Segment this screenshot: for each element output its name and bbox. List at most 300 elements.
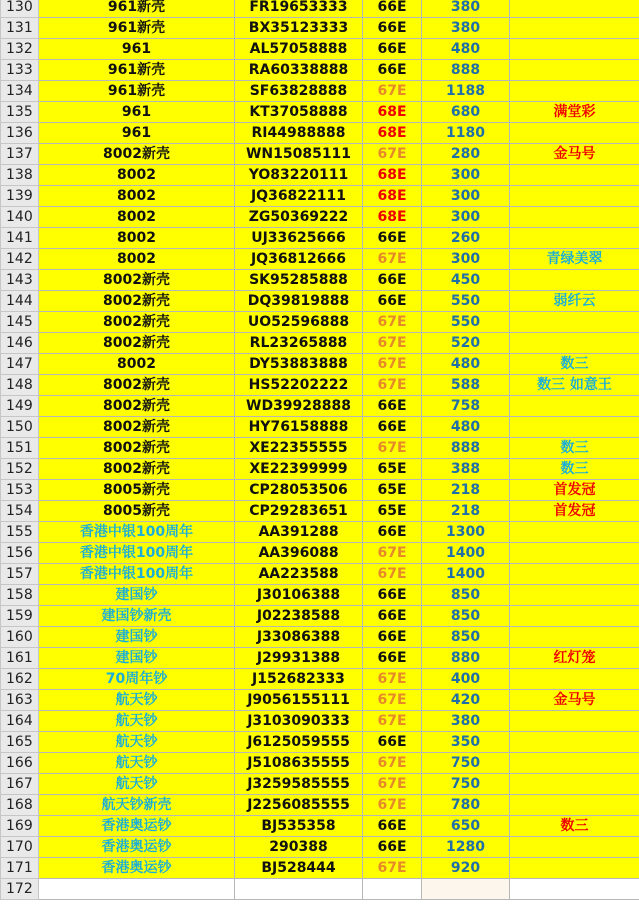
- row-header[interactable]: 141: [1, 228, 39, 249]
- cell-price[interactable]: 380: [422, 0, 510, 18]
- cell-name[interactable]: 8002: [39, 186, 235, 207]
- row-header[interactable]: 145: [1, 312, 39, 333]
- cell-note[interactable]: [510, 795, 639, 816]
- row-header[interactable]: 144: [1, 291, 39, 312]
- cell-grade[interactable]: 67E: [363, 81, 422, 102]
- cell-grade[interactable]: 66E: [363, 39, 422, 60]
- cell-empty[interactable]: [363, 879, 422, 900]
- cell-price[interactable]: 888: [422, 438, 510, 459]
- cell-name[interactable]: 8002新壳: [39, 144, 235, 165]
- cell-grade[interactable]: 67E: [363, 249, 422, 270]
- cell-price[interactable]: 218: [422, 501, 510, 522]
- cell-grade[interactable]: 65E: [363, 459, 422, 480]
- cell-price[interactable]: 850: [422, 585, 510, 606]
- cell-price[interactable]: 260: [422, 228, 510, 249]
- cell-grade[interactable]: 68E: [363, 165, 422, 186]
- cell-name[interactable]: 8002: [39, 228, 235, 249]
- table-row: [1, 144, 639, 165]
- cell-name[interactable]: 香港中银100周年: [39, 543, 235, 564]
- cell-serial[interactable]: J33086388: [235, 627, 363, 648]
- cell-grade[interactable]: 66E: [363, 606, 422, 627]
- cell-note[interactable]: [510, 522, 639, 543]
- cell-price[interactable]: 218: [422, 480, 510, 501]
- cell-serial[interactable]: J3103090333: [235, 711, 363, 732]
- table-row: [1, 291, 639, 312]
- row-header[interactable]: 135: [1, 102, 39, 123]
- cell-grade[interactable]: 67E: [363, 774, 422, 795]
- table-row: [1, 81, 639, 102]
- cell-price[interactable]: 420: [422, 690, 510, 711]
- table-row: [1, 606, 639, 627]
- row-header[interactable]: 148: [1, 375, 39, 396]
- cell-note[interactable]: 金马号: [510, 690, 639, 711]
- cell-price[interactable]: 780: [422, 795, 510, 816]
- cell-grade[interactable]: 66E: [363, 837, 422, 858]
- cell-name[interactable]: 航天钞: [39, 732, 235, 753]
- cell-note[interactable]: [510, 627, 639, 648]
- table-row: [1, 690, 639, 711]
- cell-grade[interactable]: 67E: [363, 312, 422, 333]
- cell-note[interactable]: [510, 39, 639, 60]
- table-row: [1, 333, 639, 354]
- cell-grade[interactable]: 67E: [363, 753, 422, 774]
- cell-price[interactable]: 750: [422, 774, 510, 795]
- cell-note[interactable]: [510, 0, 639, 18]
- cell-serial[interactable]: JQ36822111: [235, 186, 363, 207]
- cell-name[interactable]: 建国钞新壳: [39, 606, 235, 627]
- row-header[interactable]: 149: [1, 396, 39, 417]
- row-header[interactable]: 142: [1, 249, 39, 270]
- row-header[interactable]: 161: [1, 648, 39, 669]
- cell-price[interactable]: 380: [422, 18, 510, 39]
- cell-price[interactable]: 550: [422, 312, 510, 333]
- cell-note[interactable]: 金马号: [510, 144, 639, 165]
- cell-serial[interactable]: AA223588: [235, 564, 363, 585]
- cell-grade[interactable]: 67E: [363, 711, 422, 732]
- cell-grade[interactable]: 66E: [363, 396, 422, 417]
- cell-serial[interactable]: J3259585555: [235, 774, 363, 795]
- cell-note[interactable]: [510, 186, 639, 207]
- cell-price[interactable]: 350: [422, 732, 510, 753]
- cell-serial[interactable]: DQ39819888: [235, 291, 363, 312]
- table-row: [1, 39, 639, 60]
- cell-price[interactable]: 650: [422, 816, 510, 837]
- cell-note[interactable]: [510, 753, 639, 774]
- cell-note[interactable]: [510, 270, 639, 291]
- table-row: [1, 795, 639, 816]
- cell-grade[interactable]: 66E: [363, 732, 422, 753]
- row-header[interactable]: 170: [1, 837, 39, 858]
- cell-name[interactable]: 建国钞: [39, 585, 235, 606]
- cell-serial[interactable]: J2256085555: [235, 795, 363, 816]
- cell-price[interactable]: 480: [422, 354, 510, 375]
- cell-serial[interactable]: J5108635555: [235, 753, 363, 774]
- cell-grade[interactable]: 66E: [363, 522, 422, 543]
- row-header[interactable]: 134: [1, 81, 39, 102]
- cell-note[interactable]: [510, 333, 639, 354]
- table-row: [1, 438, 639, 459]
- cell-price[interactable]: 450: [422, 270, 510, 291]
- table-row: [1, 417, 639, 438]
- cell-price[interactable]: 388: [422, 459, 510, 480]
- row-header[interactable]: 172: [1, 879, 39, 900]
- cell-serial[interactable]: RA60338888: [235, 60, 363, 81]
- cell-name[interactable]: 8002: [39, 165, 235, 186]
- cell-price[interactable]: 758: [422, 396, 510, 417]
- cell-note[interactable]: 数三: [510, 354, 639, 375]
- row-header[interactable]: 139: [1, 186, 39, 207]
- cell-serial[interactable]: J6125059555: [235, 732, 363, 753]
- cell-note[interactable]: [510, 774, 639, 795]
- table-row: [1, 858, 639, 879]
- cell-serial[interactable]: AA391288: [235, 522, 363, 543]
- cell-note[interactable]: [510, 606, 639, 627]
- table-row: [1, 207, 639, 228]
- cell-serial[interactable]: BJ528444: [235, 858, 363, 879]
- table-row: [1, 396, 639, 417]
- cell-name[interactable]: 961新壳: [39, 81, 235, 102]
- cell-empty[interactable]: [235, 879, 363, 900]
- cell-price[interactable]: 280: [422, 144, 510, 165]
- cell-serial[interactable]: AL57058888: [235, 39, 363, 60]
- cell-price[interactable]: 1400: [422, 543, 510, 564]
- table-row-empty: [1, 879, 639, 900]
- cell-name[interactable]: 70周年钞: [39, 669, 235, 690]
- table-row: [1, 501, 639, 522]
- cell-serial[interactable]: JQ36812666: [235, 249, 363, 270]
- table-row: [1, 543, 639, 564]
- cell-name[interactable]: 8002新壳: [39, 312, 235, 333]
- cell-note[interactable]: [510, 564, 639, 585]
- cell-price[interactable]: 300: [422, 165, 510, 186]
- row-header[interactable]: 133: [1, 60, 39, 81]
- cell-grade[interactable]: 67E: [363, 795, 422, 816]
- cell-note[interactable]: 首发冠: [510, 480, 639, 501]
- cell-name[interactable]: 8002新壳: [39, 270, 235, 291]
- cell-price[interactable]: 520: [422, 333, 510, 354]
- cell-note[interactable]: [510, 543, 639, 564]
- cell-price[interactable]: 300: [422, 186, 510, 207]
- row-header[interactable]: 136: [1, 123, 39, 144]
- cell-price[interactable]: 400: [422, 669, 510, 690]
- cell-serial[interactable]: HS52202222: [235, 375, 363, 396]
- cell-grade[interactable]: 66E: [363, 228, 422, 249]
- cell-note[interactable]: 首发冠: [510, 501, 639, 522]
- row-header[interactable]: 171: [1, 858, 39, 879]
- table-row: [1, 0, 639, 18]
- cell-grade[interactable]: 67E: [363, 375, 422, 396]
- cell-name[interactable]: 航天钞: [39, 690, 235, 711]
- row-header[interactable]: 162: [1, 669, 39, 690]
- cell-serial[interactable]: J29931388: [235, 648, 363, 669]
- row-header[interactable]: 153: [1, 480, 39, 501]
- table-row: [1, 228, 639, 249]
- table-row: [1, 60, 639, 81]
- cell-note[interactable]: [510, 123, 639, 144]
- cell-grade[interactable]: 67E: [363, 438, 422, 459]
- row-header[interactable]: 169: [1, 816, 39, 837]
- row-header[interactable]: 163: [1, 690, 39, 711]
- row-header[interactable]: 158: [1, 585, 39, 606]
- table-row: [1, 123, 639, 144]
- cell-price[interactable]: 850: [422, 627, 510, 648]
- cell-note[interactable]: [510, 417, 639, 438]
- table-row: [1, 522, 639, 543]
- cell-note[interactable]: [510, 837, 639, 858]
- cell-name[interactable]: 香港奥运钞: [39, 837, 235, 858]
- cell-note[interactable]: [510, 18, 639, 39]
- cell-price[interactable]: 588: [422, 375, 510, 396]
- row-header[interactable]: 152: [1, 459, 39, 480]
- cell-serial[interactable]: HY76158888: [235, 417, 363, 438]
- cell-serial[interactable]: BJ535358: [235, 816, 363, 837]
- cell-note[interactable]: [510, 585, 639, 606]
- cell-name[interactable]: 961: [39, 123, 235, 144]
- cell-name[interactable]: 961新壳: [39, 0, 235, 18]
- cell-name[interactable]: 航天钞新壳: [39, 795, 235, 816]
- cell-price[interactable]: 1300: [422, 522, 510, 543]
- cell-name[interactable]: 8005新壳: [39, 480, 235, 501]
- row-header[interactable]: 147: [1, 354, 39, 375]
- cell-price[interactable]: 880: [422, 648, 510, 669]
- table-row: [1, 732, 639, 753]
- cell-name[interactable]: 建国钞: [39, 648, 235, 669]
- cell-note[interactable]: [510, 207, 639, 228]
- row-header[interactable]: 165: [1, 732, 39, 753]
- row-header[interactable]: 168: [1, 795, 39, 816]
- cell-note[interactable]: [510, 312, 639, 333]
- cell-name[interactable]: 8005新壳: [39, 501, 235, 522]
- cell-note[interactable]: [510, 858, 639, 879]
- cell-grade[interactable]: 67E: [363, 333, 422, 354]
- row-header[interactable]: 143: [1, 270, 39, 291]
- table-row: [1, 459, 639, 480]
- cell-price[interactable]: 480: [422, 39, 510, 60]
- cell-price[interactable]: 888: [422, 60, 510, 81]
- cell-grade[interactable]: 68E: [363, 102, 422, 123]
- cell-price[interactable]: 750: [422, 753, 510, 774]
- table-row: [1, 564, 639, 585]
- row-header[interactable]: 151: [1, 438, 39, 459]
- cell-name[interactable]: 香港中银100周年: [39, 522, 235, 543]
- cell-note[interactable]: [510, 396, 639, 417]
- cell-note[interactable]: [510, 81, 639, 102]
- cell-serial[interactable]: RL23265888: [235, 333, 363, 354]
- cell-serial[interactable]: XE22355555: [235, 438, 363, 459]
- table-row: [1, 648, 639, 669]
- table-row: [1, 585, 639, 606]
- cell-note[interactable]: 弱纤云: [510, 291, 639, 312]
- table-row: [1, 375, 639, 396]
- cell-grade[interactable]: 66E: [363, 291, 422, 312]
- cell-name[interactable]: 961新壳: [39, 60, 235, 81]
- cell-serial[interactable]: CP29283651: [235, 501, 363, 522]
- cell-note[interactable]: 数三: [510, 816, 639, 837]
- cell-serial[interactable]: UO52596888: [235, 312, 363, 333]
- cell-name[interactable]: 961新壳: [39, 18, 235, 39]
- table-row: [1, 480, 639, 501]
- row-header[interactable]: 157: [1, 564, 39, 585]
- cell-note[interactable]: 数三: [510, 438, 639, 459]
- table-row: [1, 774, 639, 795]
- cell-grade[interactable]: 67E: [363, 543, 422, 564]
- cell-serial[interactable]: SF63828888: [235, 81, 363, 102]
- table-row: [1, 627, 639, 648]
- cell-grade[interactable]: 66E: [363, 585, 422, 606]
- cell-note[interactable]: 青绿美翠: [510, 249, 639, 270]
- cell-price[interactable]: 300: [422, 249, 510, 270]
- cell-serial[interactable]: WN15085111: [235, 144, 363, 165]
- cell-name[interactable]: 航天钞: [39, 774, 235, 795]
- cell-grade[interactable]: 68E: [363, 207, 422, 228]
- cell-grade[interactable]: 66E: [363, 60, 422, 81]
- cell-name[interactable]: 香港奥运钞: [39, 816, 235, 837]
- cell-price[interactable]: 850: [422, 606, 510, 627]
- cell-price[interactable]: 1280: [422, 837, 510, 858]
- cell-grade[interactable]: 67E: [363, 690, 422, 711]
- row-header[interactable]: 166: [1, 753, 39, 774]
- cell-empty[interactable]: [510, 879, 639, 900]
- cell-serial[interactable]: DY53883888: [235, 354, 363, 375]
- cell-serial[interactable]: KT37058888: [235, 102, 363, 123]
- cell-price[interactable]: 550: [422, 291, 510, 312]
- cell-note[interactable]: [510, 669, 639, 690]
- cell-serial[interactable]: J152682333: [235, 669, 363, 690]
- cell-serial[interactable]: YO83220111: [235, 165, 363, 186]
- table-row: [1, 249, 639, 270]
- row-header[interactable]: 130: [1, 0, 39, 18]
- row-header[interactable]: 132: [1, 39, 39, 60]
- cell-serial[interactable]: XE22399999: [235, 459, 363, 480]
- row-header[interactable]: 156: [1, 543, 39, 564]
- cell-name[interactable]: 8002新壳: [39, 291, 235, 312]
- cell-serial[interactable]: SK95285888: [235, 270, 363, 291]
- cell-serial[interactable]: AA396088: [235, 543, 363, 564]
- cell-price[interactable]: 1400: [422, 564, 510, 585]
- table-row: [1, 669, 639, 690]
- cell-name[interactable]: 航天钞: [39, 753, 235, 774]
- row-header[interactable]: 167: [1, 774, 39, 795]
- row-header[interactable]: 138: [1, 165, 39, 186]
- cell-serial[interactable]: RI44988888: [235, 123, 363, 144]
- table-row: [1, 837, 639, 858]
- row-header[interactable]: 140: [1, 207, 39, 228]
- cell-grade[interactable]: 65E: [363, 480, 422, 501]
- cell-note[interactable]: [510, 228, 639, 249]
- cell-grade[interactable]: 68E: [363, 186, 422, 207]
- table-row: [1, 312, 639, 333]
- cell-grade[interactable]: 66E: [363, 0, 422, 18]
- cell-name[interactable]: 8002新壳: [39, 438, 235, 459]
- cell-serial[interactable]: FR19653333: [235, 0, 363, 18]
- cell-name[interactable]: 8002新壳: [39, 396, 235, 417]
- cell-empty[interactable]: [39, 879, 235, 900]
- cell-name[interactable]: 8002新壳: [39, 459, 235, 480]
- cell-serial[interactable]: 290388: [235, 837, 363, 858]
- cell-grade[interactable]: 67E: [363, 669, 422, 690]
- cell-name[interactable]: 航天钞: [39, 711, 235, 732]
- cell-name[interactable]: 香港中银100周年: [39, 564, 235, 585]
- cell-serial[interactable]: ZG50369222: [235, 207, 363, 228]
- cell-note[interactable]: [510, 165, 639, 186]
- cell-price[interactable]: 920: [422, 858, 510, 879]
- table-row: [1, 354, 639, 375]
- cell-serial[interactable]: J30106388: [235, 585, 363, 606]
- cell-grade[interactable]: 68E: [363, 123, 422, 144]
- cell-serial[interactable]: UJ33625666: [235, 228, 363, 249]
- cell-note[interactable]: 红灯笼: [510, 648, 639, 669]
- cell-grade[interactable]: 67E: [363, 144, 422, 165]
- row-header[interactable]: 164: [1, 711, 39, 732]
- cell-note[interactable]: [510, 711, 639, 732]
- cell-grade[interactable]: 67E: [363, 564, 422, 585]
- table-row: [1, 711, 639, 732]
- cell-price[interactable]: 1188: [422, 81, 510, 102]
- table-row: [1, 753, 639, 774]
- cell-name[interactable]: 8002新壳: [39, 375, 235, 396]
- cell-name[interactable]: 961: [39, 102, 235, 123]
- cell-name[interactable]: 8002: [39, 354, 235, 375]
- cell-grade[interactable]: 66E: [363, 417, 422, 438]
- cell-note[interactable]: 满堂彩: [510, 102, 639, 123]
- cell-grade[interactable]: 67E: [363, 354, 422, 375]
- cell-grade[interactable]: 66E: [363, 18, 422, 39]
- cell-name[interactable]: 961: [39, 39, 235, 60]
- cell-price[interactable]: 680: [422, 102, 510, 123]
- row-header[interactable]: 137: [1, 144, 39, 165]
- cell-grade[interactable]: 66E: [363, 648, 422, 669]
- table-row: [1, 165, 639, 186]
- row-header[interactable]: 155: [1, 522, 39, 543]
- row-header[interactable]: 150: [1, 417, 39, 438]
- cell-name[interactable]: 8002新壳: [39, 333, 235, 354]
- cell-grade[interactable]: 66E: [363, 627, 422, 648]
- table-row: [1, 18, 639, 39]
- cell-price[interactable]: 300: [422, 207, 510, 228]
- cell-grade[interactable]: 66E: [363, 270, 422, 291]
- row-header[interactable]: 131: [1, 18, 39, 39]
- cell-note[interactable]: 数三: [510, 459, 639, 480]
- cell-grade[interactable]: 65E: [363, 501, 422, 522]
- cell-serial[interactable]: WD39928888: [235, 396, 363, 417]
- cell-name[interactable]: 建国钞: [39, 627, 235, 648]
- row-header[interactable]: 160: [1, 627, 39, 648]
- cell-grade[interactable]: 67E: [363, 858, 422, 879]
- cell-grade[interactable]: 66E: [363, 816, 422, 837]
- cell-name[interactable]: 8002新壳: [39, 417, 235, 438]
- cell-serial[interactable]: J9056155111: [235, 690, 363, 711]
- cell-price[interactable]: 1180: [422, 123, 510, 144]
- row-header[interactable]: 159: [1, 606, 39, 627]
- table-row: [1, 102, 639, 123]
- cell-empty[interactable]: [422, 879, 510, 900]
- row-header[interactable]: 154: [1, 501, 39, 522]
- cell-note[interactable]: [510, 60, 639, 81]
- cell-serial[interactable]: J02238588: [235, 606, 363, 627]
- cell-serial[interactable]: BX35123333: [235, 18, 363, 39]
- cell-price[interactable]: 380: [422, 711, 510, 732]
- table-row: [1, 816, 639, 837]
- cell-name[interactable]: 8002: [39, 249, 235, 270]
- table-row: [1, 186, 639, 207]
- cell-price[interactable]: 480: [422, 417, 510, 438]
- cell-name[interactable]: 8002: [39, 207, 235, 228]
- cell-name[interactable]: 香港奥运钞: [39, 858, 235, 879]
- cell-note[interactable]: 数三 如意王: [510, 375, 639, 396]
- row-header[interactable]: 146: [1, 333, 39, 354]
- cell-serial[interactable]: CP28053506: [235, 480, 363, 501]
- cell-note[interactable]: [510, 732, 639, 753]
